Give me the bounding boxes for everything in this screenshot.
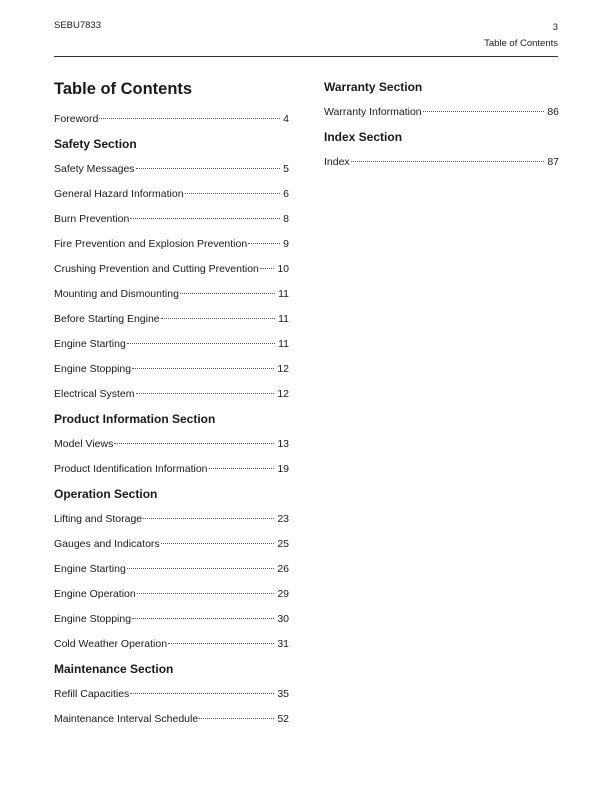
toc-entry[interactable] <box>54 257 289 282</box>
toc-entry-label: Electrical System <box>54 388 135 400</box>
toc-section-heading: Warranty Section <box>324 80 423 94</box>
dot-leader <box>161 543 275 544</box>
toc-entry-label: Before Starting Engine <box>54 313 160 325</box>
toc-entry-label: Engine Operation <box>54 588 136 600</box>
toc-entry-label: Model Views <box>54 438 114 450</box>
toc-entry-label: Engine Starting <box>54 563 126 575</box>
running-title: Table of Contents <box>484 38 558 49</box>
toc-list-left <box>54 107 289 732</box>
toc-entry[interactable] <box>54 282 289 307</box>
toc-entry-page: 12 <box>277 363 289 375</box>
toc-entry[interactable] <box>54 157 289 182</box>
dot-leader <box>351 161 545 162</box>
toc-section-heading: Product Information Section <box>54 412 216 426</box>
toc-section-heading: Maintenance Section <box>54 662 174 676</box>
dot-leader <box>99 118 280 119</box>
toc-entry[interactable] <box>54 457 289 482</box>
toc-entry[interactable] <box>54 682 289 707</box>
toc-entry-page: 26 <box>277 563 289 575</box>
toc-entry-label: General Hazard Information <box>54 188 184 200</box>
toc-entry[interactable] <box>54 107 289 132</box>
toc-entry-label: Engine Stopping <box>54 363 132 375</box>
toc-entry-label: Lifting and Storage <box>54 513 143 525</box>
toc-entry-label: Warranty Information <box>324 106 422 118</box>
dot-leader <box>161 318 275 319</box>
toc-entry-label: Crushing Prevention and Cutting Prevention <box>54 263 259 275</box>
toc-entry-label: Fire Prevention and Explosion Prevention <box>54 238 248 250</box>
toc-entry-page: 31 <box>277 638 289 650</box>
toc-entry-page: 4 <box>283 113 289 125</box>
toc-entry-label: Refill Capacities <box>54 688 130 700</box>
toc-entry-page: 23 <box>277 513 289 525</box>
toc-entry-page: 12 <box>277 388 289 400</box>
toc-list-right <box>324 75 559 175</box>
toc-entry-page: 5 <box>283 163 289 175</box>
toc-entry-page: 87 <box>547 156 559 168</box>
dot-leader <box>168 643 274 644</box>
toc-right-column <box>324 78 559 175</box>
toc-entry[interactable] <box>54 707 289 732</box>
toc-entry[interactable] <box>54 307 289 332</box>
toc-entry[interactable] <box>54 182 289 207</box>
dot-leader <box>130 693 274 694</box>
toc-entry[interactable] <box>54 557 289 582</box>
dot-leader <box>136 393 275 394</box>
toc-entry[interactable] <box>54 207 289 232</box>
toc-entry-page: 11 <box>278 313 289 325</box>
toc-section-heading: Index Section <box>324 130 403 144</box>
document-number: SEBU7833 <box>54 20 102 31</box>
toc-entry-page: 35 <box>277 688 289 700</box>
toc-entry-label: Product Identification Information <box>54 463 208 475</box>
toc-entry[interactable] <box>324 100 559 125</box>
toc-entry-page: 9 <box>283 238 289 250</box>
dot-leader <box>209 468 275 469</box>
toc-entry[interactable] <box>54 507 289 532</box>
dot-leader <box>136 168 281 169</box>
page-header-right <box>484 20 558 52</box>
toc-entry-page: 25 <box>277 538 289 550</box>
toc-entry-label: Foreword <box>54 113 99 125</box>
toc-section-heading: Safety Section <box>54 137 137 151</box>
toc-entry[interactable] <box>54 582 289 607</box>
dot-leader <box>143 518 274 519</box>
dot-leader <box>185 193 281 194</box>
toc-entry-page: 8 <box>283 213 289 225</box>
dot-leader <box>132 368 274 369</box>
toc-entry[interactable] <box>54 607 289 632</box>
toc-entry[interactable] <box>54 432 289 457</box>
toc-entry-label: Burn Prevention <box>54 213 130 225</box>
dot-leader <box>137 593 275 594</box>
toc-entry-page: 30 <box>277 613 289 625</box>
dot-leader <box>199 718 274 719</box>
toc-entry-page: 13 <box>277 438 289 450</box>
toc-entry-label: Gauges and Indicators <box>54 538 160 550</box>
toc-entry[interactable] <box>54 232 289 257</box>
dot-leader <box>180 293 275 294</box>
dot-leader <box>114 443 274 444</box>
page-title: Table of Contents <box>54 80 193 98</box>
toc-section-heading: Operation Section <box>54 487 158 501</box>
dot-leader <box>260 268 274 269</box>
toc-entry-page: 11 <box>278 338 289 350</box>
toc-entry-page: 29 <box>277 588 289 600</box>
toc-entry-page: 10 <box>277 263 289 275</box>
toc-entry-page: 86 <box>547 106 559 118</box>
page-number: 3 <box>552 22 558 33</box>
dot-leader <box>248 243 280 244</box>
toc-entry[interactable] <box>54 382 289 407</box>
dot-leader <box>130 218 280 219</box>
toc-entry-page: 6 <box>283 188 289 200</box>
toc-entry[interactable] <box>54 357 289 382</box>
toc-entry-page: 19 <box>277 463 289 475</box>
toc-left-column <box>54 78 289 732</box>
toc-entry[interactable] <box>54 532 289 557</box>
toc-entry-label: Engine Starting <box>54 338 126 350</box>
toc-entry-label: Maintenance Interval Schedule <box>54 713 199 725</box>
toc-entry-label: Engine Stopping <box>54 613 132 625</box>
toc-entry[interactable] <box>324 150 559 175</box>
toc-entry-label: Cold Weather Operation <box>54 638 168 650</box>
toc-entry-page: 11 <box>278 288 289 300</box>
dot-leader <box>423 111 545 112</box>
toc-entry-label: Mounting and Dismounting <box>54 288 179 300</box>
toc-entry[interactable] <box>54 332 289 357</box>
dot-leader <box>127 343 275 344</box>
toc-entry-label: Index <box>324 156 350 168</box>
dot-leader <box>132 618 274 619</box>
dot-leader <box>127 568 275 569</box>
toc-entry-label: Safety Messages <box>54 163 135 175</box>
toc-entry[interactable] <box>54 632 289 657</box>
header-divider <box>54 56 558 57</box>
toc-entry-page: 52 <box>277 713 289 725</box>
